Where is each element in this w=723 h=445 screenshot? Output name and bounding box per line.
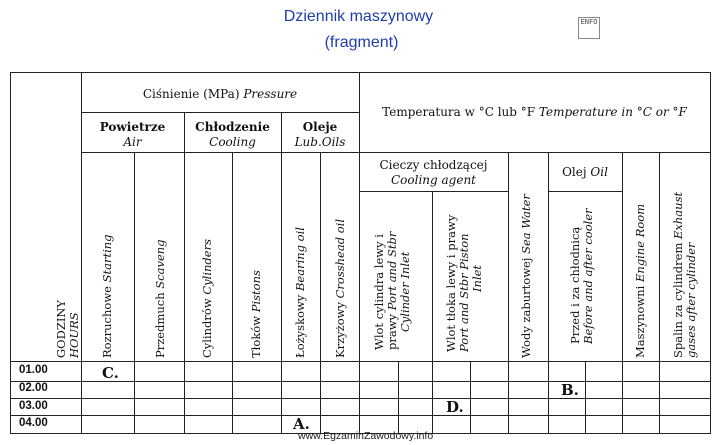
qr-code-icon: ENFO [578,17,600,39]
starting-column-label: Rozruchowe Starting [100,234,114,358]
hour-row-label: 01.00 [19,364,48,376]
mark-d: D. [446,398,464,416]
cooling-header: Chłodzenie Cooling [195,120,270,149]
hour-row-label: 03.00 [19,400,48,412]
scaveng-column-label: Przedmuch Scaveng [153,239,167,358]
oil-header: Olej Oil [562,165,608,179]
mark-a: A. [293,415,310,433]
mark-b: B. [561,381,579,399]
before-after-cooler-column-label: Przed i za chłodnicą Before and after cooler [568,208,595,344]
mark-c: C. [102,364,119,382]
temperature-header: Temperatura w °C lub °F Temperature in °C or °F [382,105,687,119]
page-subtitle: (fragment) [324,34,399,51]
crosshead-oil-column-label: Krzyżowy Crosshead oil [333,218,347,358]
bearing-oil-column-label: Łożyskowy Bearing oil [293,227,307,358]
hours-column-label: GODZINY HOURS [54,299,81,358]
sea-water-column-label: Wody zaburtowej Sea Water [519,194,533,358]
piston-inlet-column-label: Wlot tłoka lewy i prawy Port and Stbr Piston Inlet [444,214,484,352]
engine-room-column-label: Maszynowni Engine Room [633,203,647,358]
pistons-column-label: Tłoków Pistons [249,270,263,358]
footer-watermark: www.EgzaminZawodowy.info [298,430,434,442]
exhaust-column-label: Spalin za cylindrem Exhaust gases after cylinder [671,191,698,358]
hour-row-label: 02.00 [19,382,48,394]
cylinders-column-label: Cylindrów Cylinders [200,239,214,358]
pressure-header: Ciśnienie (MPa) Pressure [142,87,298,101]
page-title: Dziennik maszynowy [283,8,434,25]
cooling-agent-header: Cieczy chłodzącej Cooling agent [379,158,488,187]
hour-row-label: 04.00 [19,417,48,429]
air-header: Powietrze Air [99,120,166,149]
cylinder-inlet-column-label: Wlot cylindra lewy i prawy Port and Stbr Cylinder Inlet [372,231,412,350]
oils-header: Oleje Lub.Oils [294,120,346,149]
